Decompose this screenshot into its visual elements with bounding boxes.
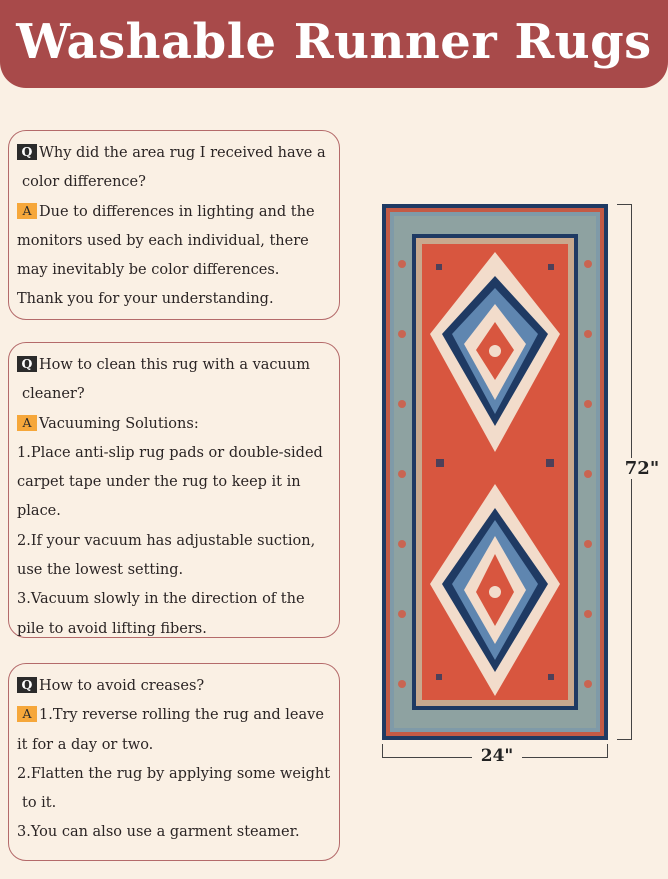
rug-illustration [382, 204, 608, 740]
answer-line: it for a day or two. [17, 736, 154, 753]
question-line: Q Why did the area rug I received have a [17, 139, 333, 168]
answer-badge: A [17, 203, 37, 219]
answer-line: use the lowest setting. [17, 562, 184, 579]
answer-line: place. [17, 503, 61, 520]
answer-line: 3.Vacuum slowly in the direction of the [17, 591, 305, 608]
faq-card-creases [8, 663, 340, 861]
answer-line: 2.Flatten the rug by applying some weight [17, 765, 331, 782]
faq-card-color [8, 130, 340, 320]
question-line: cleaner? [22, 386, 85, 403]
question-badge: Q [17, 144, 37, 160]
answer-line: monitors used by each individual, there [17, 232, 309, 249]
faq-card-vacuum [8, 342, 340, 638]
answer-line: may inevitably be color differences. [17, 262, 280, 279]
title-banner [0, 0, 668, 88]
question-badge: Q [17, 356, 37, 372]
answer-badge: A [17, 706, 37, 722]
length-label: 72" [618, 458, 666, 479]
question-line: Q How to avoid creases? [17, 672, 333, 701]
answer-line: pile to avoid lifting fibers. [17, 620, 207, 637]
answer-line: A Due to differences in lighting and the [17, 198, 333, 227]
page-title: Washable Runner Rugs [16, 14, 652, 70]
question-badge: Q [17, 677, 37, 693]
rug-image [382, 204, 608, 740]
answer-line: A Vacuuming Solutions: [17, 410, 333, 439]
answer-line: 2.If your vacuum has adjustable suction, [17, 532, 316, 549]
answer-line: carpet tape under the rug to keep it in [17, 474, 301, 491]
answer-line: 1.Place anti-slip rug pads or double-sided [17, 444, 323, 461]
answer-line: Thank you for your understanding. [17, 291, 274, 308]
question-line: Q How to clean this rug with a vacuum [17, 351, 333, 380]
answer-line: 3.You can also use a garment steamer. [17, 824, 300, 841]
question-line: color difference? [22, 174, 146, 191]
width-label: 24" [472, 746, 522, 766]
answer-line: to it. [22, 795, 57, 812]
answer-line: A 1.Try reverse rolling the rug and leave [17, 701, 333, 730]
answer-badge: A [17, 415, 37, 431]
